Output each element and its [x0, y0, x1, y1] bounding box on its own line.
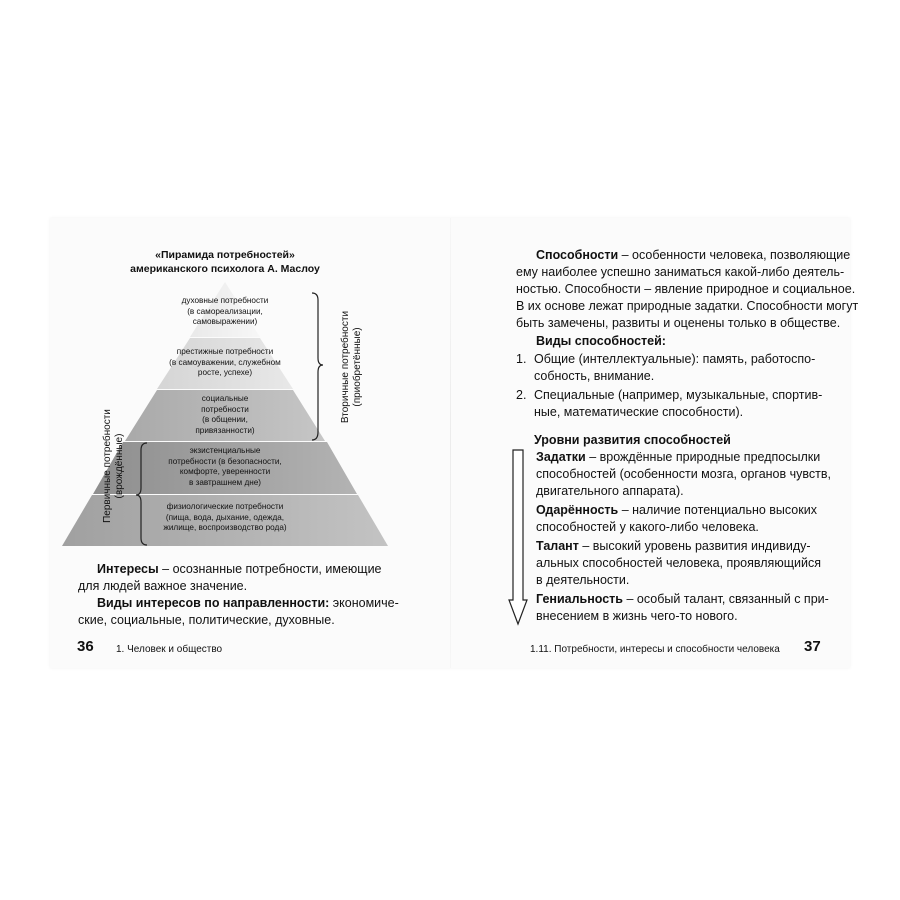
left-page-number: 36	[77, 638, 94, 655]
right-page-number: 37	[804, 638, 821, 655]
level-zadatki-line-3: двигательного аппарата).	[536, 484, 684, 498]
pyramid-level-1	[165, 296, 285, 328]
interest-kinds-line-2: ские, социальные, политические, духовные.	[78, 613, 335, 627]
level-talant-line-3: в деятельности.	[536, 573, 630, 587]
level-5-line-2: (пища, вода, дыхание, одежда,	[165, 512, 285, 522]
abilities-paragraph-line-2: ему наиболее успешно заниматься какой-либо деятель-	[516, 265, 845, 279]
abilities-paragraph-line-4: В их основе лежат природные задатки. Способности могут	[516, 299, 859, 313]
level-3-line-1: социальные	[201, 394, 249, 403]
abilities-term: Способности	[536, 248, 619, 262]
interest-kinds-line-1	[97, 595, 399, 612]
level-talant-line-2: альных способностей человека, проявляющийся	[536, 556, 821, 570]
level-zadatki-text-1: – врождённые природные предпосылки	[585, 450, 821, 464]
pyramid-title-line-1: «Пирамида потребностей»	[155, 249, 295, 261]
primary-needs-label	[102, 396, 128, 536]
secondary-needs-label-line-2: (приобретённые)	[352, 327, 363, 407]
primary-needs-label-line-2: (врождённые)	[114, 433, 125, 499]
level-5-line-3: жилище, воспроизводство рода)	[163, 523, 287, 532]
level-5-line-1: физиологические потребности	[166, 502, 284, 511]
level-talant-text-1: – высокий уровень развития индивиду-	[578, 539, 811, 553]
interest-kinds-heading: Виды интересов по направленности:	[97, 596, 330, 610]
ability-kind-2-line-1: Специальные (например, музыкальные, спортив-	[534, 388, 823, 402]
level-genialnost-term: Гениальность	[536, 592, 623, 606]
level-4-line-4: в завтрашнем дне)	[188, 477, 262, 487]
level-2-line-1: престижные потребности	[176, 347, 274, 356]
level-genialnost-line-2: внесением в жизнь чего-то нового.	[536, 609, 738, 623]
level-1-line-3: самовыражении)	[192, 317, 258, 326]
level-odarennost-text-1: – наличие потенциально высоких	[618, 503, 817, 517]
level-4-line-2: потребности (в безопасности,	[168, 456, 282, 466]
abilities-line-1: – особенности человека, позволяющие	[618, 248, 851, 262]
level-genialnost-text-1: – особый талант, связанный с при-	[623, 592, 829, 606]
ability-kind-2-line-2: ные, математические способности).	[534, 405, 744, 419]
level-2-line-2: (в самоуважении, служебном	[169, 357, 281, 367]
level-zadatki-line-2: способностей (особенности мозга, органов чувств,	[536, 467, 831, 481]
ability-kind-2-num: 2.	[516, 388, 527, 402]
primary-needs-label-line-1: Первичные потребности	[102, 409, 113, 523]
abilities-paragraph-line-5: быть замечены, развиты и оценены только в обществе.	[516, 316, 841, 330]
level-odarennost-term: Одарённость	[536, 503, 619, 517]
level-zadatki-line-1	[536, 449, 820, 466]
level-talant-line-1	[536, 538, 811, 555]
pyramid-title-line-2: американского психолога А. Маслоу	[130, 263, 320, 275]
left-running-title: 1. Человек и общество	[116, 644, 223, 655]
ability-levels-heading: Уровни развития способностей	[534, 433, 731, 447]
pyramid-level-3	[170, 394, 280, 436]
level-1-line-2: (в самореализации,	[187, 306, 263, 316]
pyramid-level-4	[155, 446, 295, 488]
level-odarennost-line-1	[536, 502, 817, 519]
level-talant-term: Талант	[536, 539, 579, 553]
ability-kind-1-num: 1.	[516, 352, 527, 366]
level-4-line-1: экзистенциальные	[189, 446, 261, 455]
level-1-line-1: духовные потребности	[181, 296, 269, 305]
secondary-needs-label-line-1: Вторичные потребности	[340, 310, 351, 424]
level-genialnost-line-1	[536, 591, 829, 608]
ability-kind-1-line-1: Общие (интеллектуальные): память, работоспо-	[534, 352, 816, 366]
ability-kinds-heading: Виды способностей:	[536, 334, 666, 348]
interest-kinds-text-1: экономиче-	[329, 596, 399, 610]
level-zadatki-term: Задатки	[536, 450, 586, 464]
ability-kind-1-line-2: собность, внимание.	[534, 369, 655, 383]
level-3-line-4: привязанности)	[195, 425, 255, 435]
interests-paragraph-line-2: для людей важное значение.	[78, 579, 248, 593]
right-running-title: 1.11. Потребности, интересы и способности человека	[530, 644, 780, 655]
abilities-paragraph-line-1	[536, 247, 850, 264]
abilities-paragraph-line-3: ностью. Способности – явление природное и социальное.	[516, 282, 856, 296]
interests-term: Интересы	[97, 562, 159, 576]
level-4-line-3: комфорте, уверенности	[179, 467, 271, 476]
interests-definition-1: – осознанные потребности, имеющие	[158, 562, 382, 576]
pyramid-level-2	[160, 347, 290, 379]
secondary-needs-label	[340, 297, 366, 437]
level-3-line-3: (в общении,	[202, 415, 248, 424]
level-3-line-2: потребности	[201, 404, 249, 414]
level-2-line-3: росте, успехе)	[197, 368, 253, 377]
level-odarennost-line-2: способностей у какого-либо человека.	[536, 520, 759, 534]
pyramid-level-5	[150, 502, 300, 534]
secondary-needs-brace	[312, 293, 323, 440]
interests-paragraph-line-1	[97, 561, 382, 578]
down-arrow-icon	[508, 448, 528, 628]
